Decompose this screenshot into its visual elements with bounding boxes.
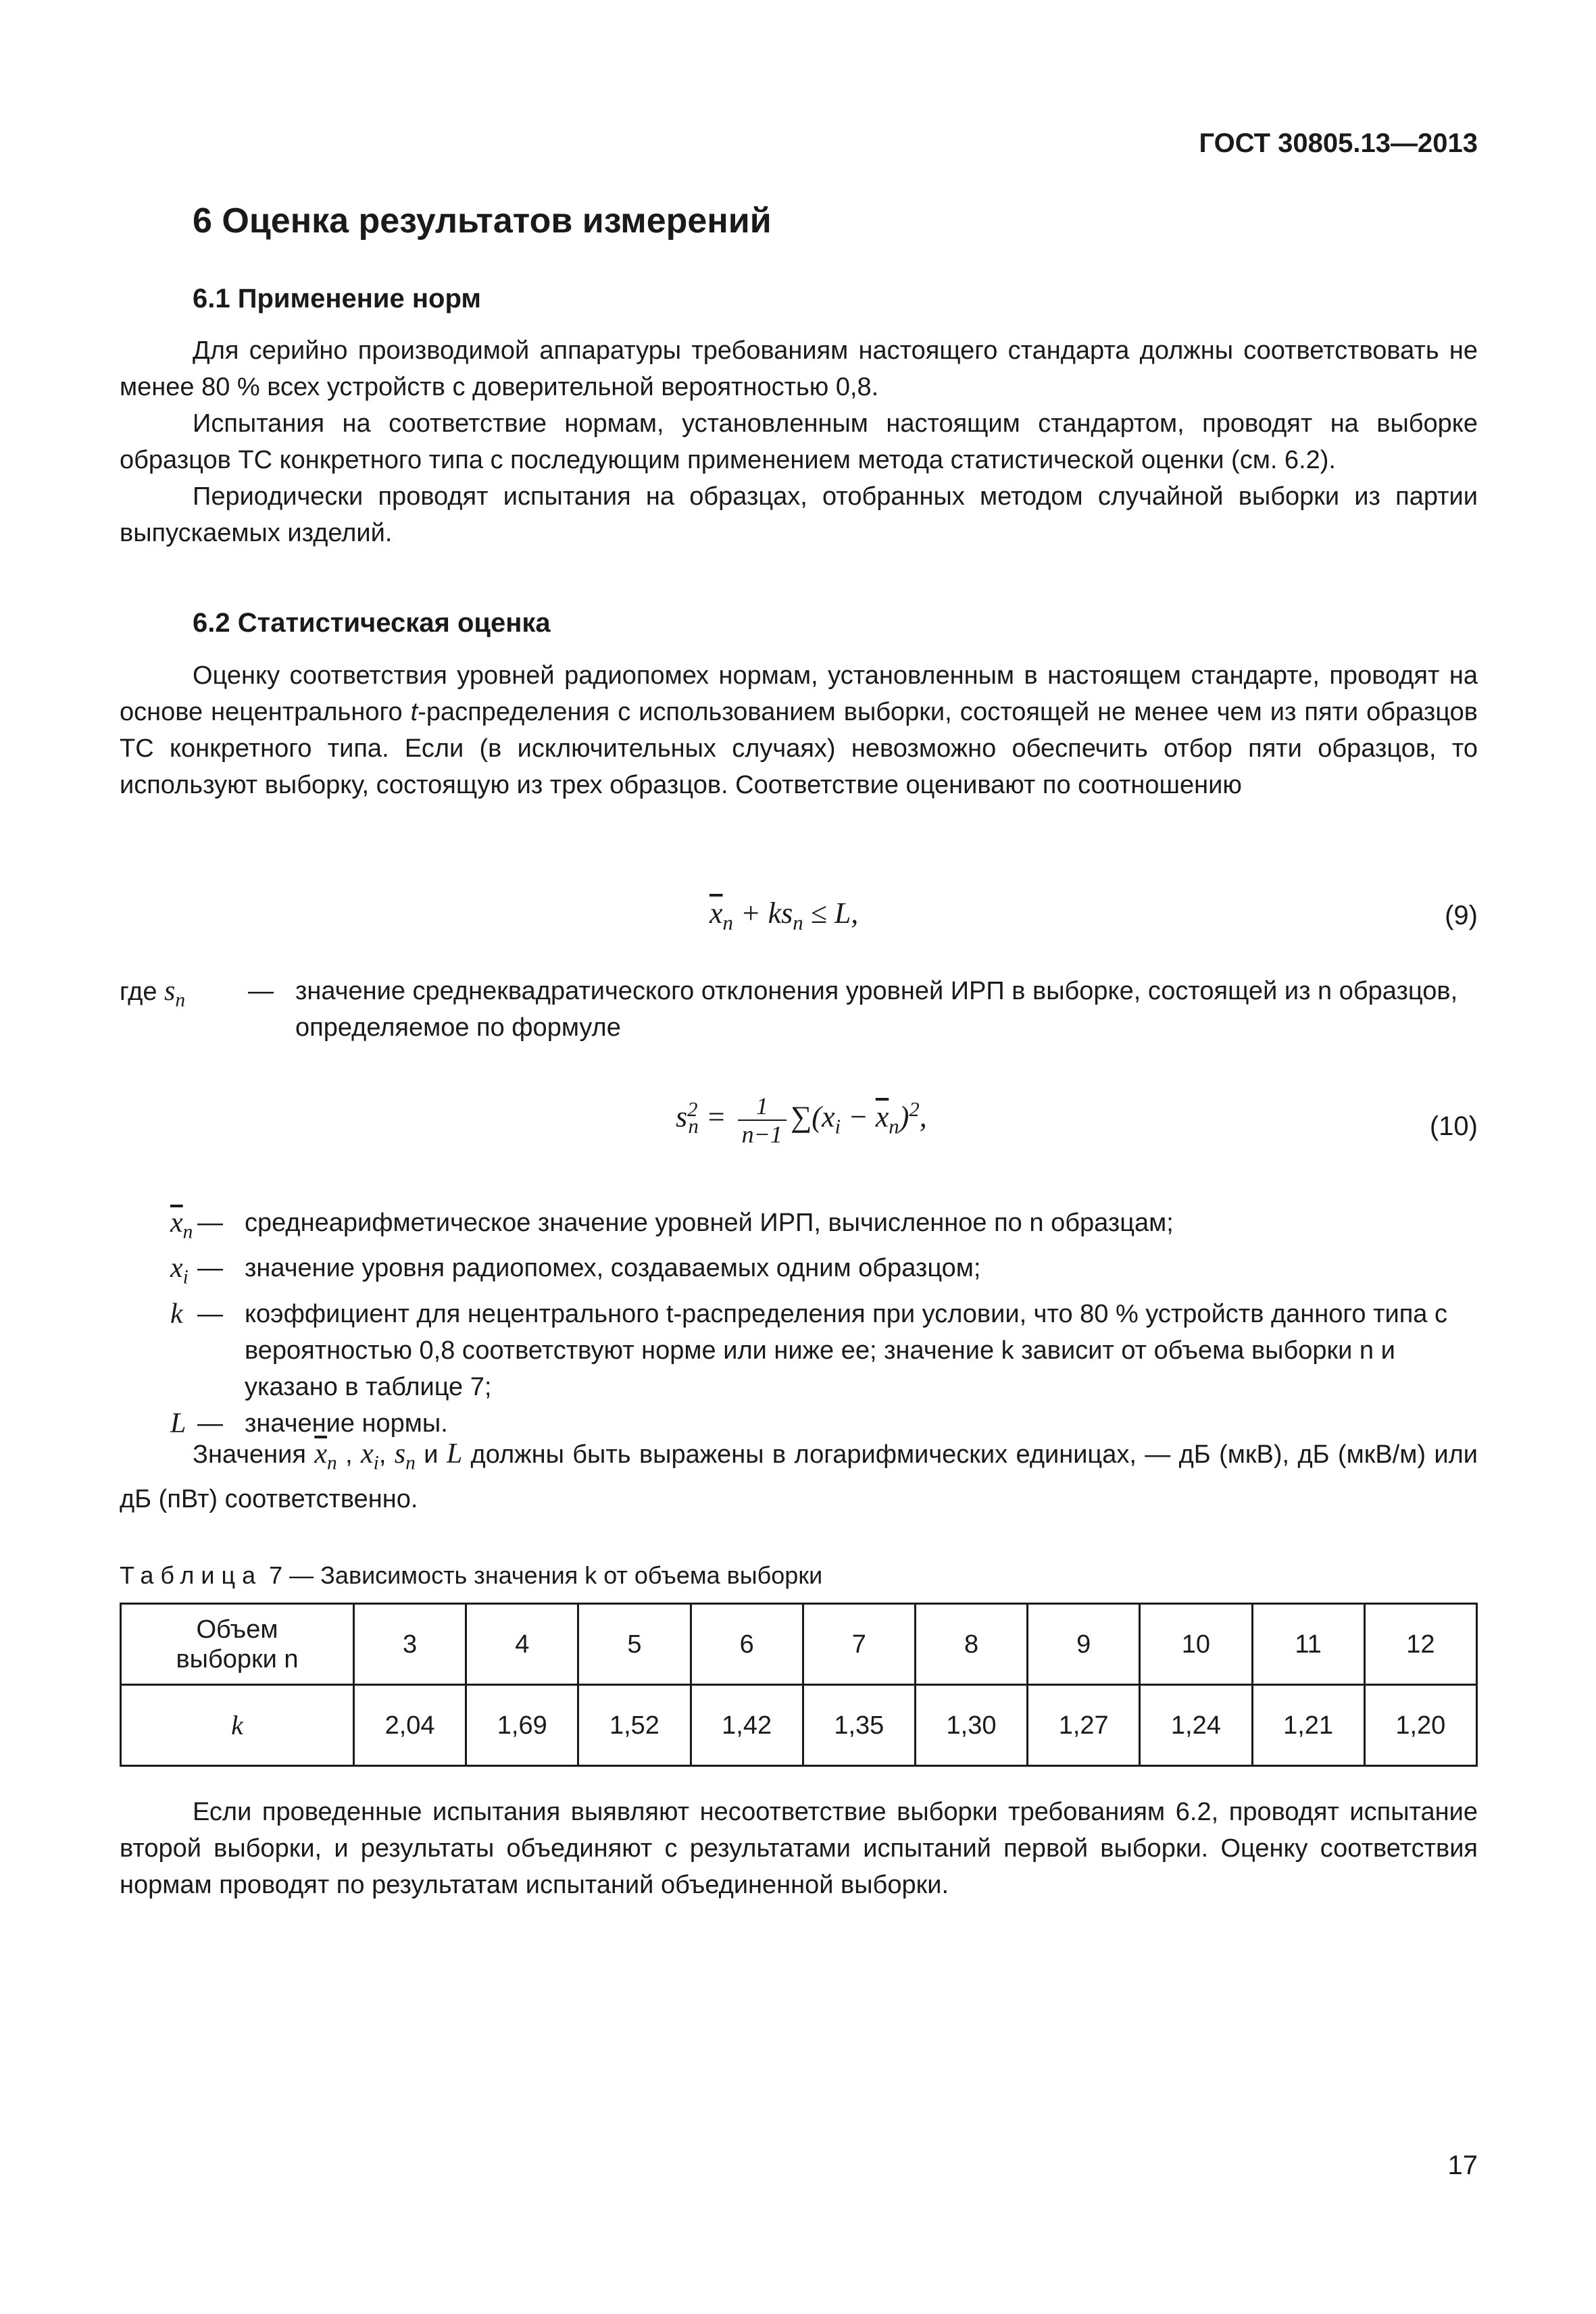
table-cell: 12: [1364, 1604, 1476, 1685]
table-cell: 6: [691, 1604, 803, 1685]
subsection-6-1-title: 6.1 Применение норм: [193, 284, 481, 313]
page-number: 17: [1447, 2150, 1478, 2180]
subsection-6-1-body: [120, 332, 1478, 551]
k-values-table: [120, 1603, 1478, 1767]
table-cell: 1,42: [691, 1685, 803, 1766]
table-cell: 1,21: [1252, 1685, 1364, 1766]
table-cell: 8: [915, 1604, 1027, 1685]
units-paragraph: Значения $\overline{x}_n$ , $x_i$, $s_n$ и L должны быть выражены в логарифмических единицах, — дБ (мкВ), дБ (мкВ/м) или дБ (пВт) соответственно.: [120, 1438, 1478, 1514]
definition-xn: $\overline{x}_n$ — среднеарифметическое значение уровней ИРП, вычисленное по n образцам;: [170, 1207, 1174, 1243]
table-row: [121, 1604, 1477, 1685]
paragraph: Оценку соответствия уровней радиопомех нормам, установленным в настоящем стандарте, проводят на основе нецентрального t-распределения с использованием выборки, состоящей не менее чем из пяти образцов ТС конкретного типа. Если (в исключительных случаях) невозможно обеспечить отбор пяти образцов, то используют выборку, состоящую из трех образцов. Соответствие оценивают по соотношению: [120, 661, 1478, 799]
definitions-list: [120, 1205, 1478, 1442]
subsection-6-2-body: [120, 657, 1478, 803]
table-cell: 1,69: [466, 1685, 578, 1766]
equation-9: $\overline{x}_n + ks_n \le L$,: [709, 897, 859, 934]
equation-10: $s^2_n$ = $\frac{1}{n-1}$ $\sum(x_i - \overline{x}_n)^2$,: [676, 1092, 927, 1148]
table-cell: 3: [354, 1604, 466, 1685]
paragraph: Для серийно производимой аппаратуры требованиям настоящего стандарта должны соответствовать не менее 80 % всех устройств с доверительной вероятностью 0,8.: [120, 336, 1478, 401]
equation-9-number: (9): [1445, 901, 1478, 930]
table-cell: 1,52: [578, 1685, 691, 1766]
table-cell: 2,04: [354, 1685, 466, 1766]
table-cell: 5: [578, 1604, 691, 1685]
definition-sn: где $s_n$ — значение среднеквадратического отклонения уровней ИРП в выборке, состоящей из n образцов, определяемое по формуле: [120, 976, 1458, 1042]
definition-xi: $x_i$ — значение уровня радиопомех, создаваемых одним образцом;: [170, 1253, 981, 1288]
definition-L: L — значение нормы.: [170, 1407, 448, 1439]
paragraph: Испытания на соответствие нормам, установленным настоящим стандартом, проводят на выборке образцов ТС конкретного типа с последующим применением метода статистической оценки (см. 6.2).: [120, 409, 1478, 474]
paragraph: Периодически проводят испытания на образцах, отобранных методом случайной выборки из партии выпускаемых изделий.: [120, 482, 1478, 547]
table-cell: 4: [466, 1604, 578, 1685]
final-paragraph: Если проведенные испытания выявляют несоответствие выборки требованиям 6.2, проводят испытание второй выборки, и результаты объединяют с результатами испытаний первой выборки. Оценку соответствия нормам проводят по результатам испытаний объединенной выборки.: [120, 1798, 1478, 1899]
table-cell: 11: [1252, 1604, 1364, 1685]
table-cell: 9: [1028, 1604, 1140, 1685]
table-cell: 10: [1140, 1604, 1252, 1685]
table-header-cell: k: [121, 1685, 354, 1766]
table-cell: 1,35: [803, 1685, 915, 1766]
subsection-6-2-title: 6.2 Статистическая оценка: [193, 608, 551, 638]
table-row: [121, 1685, 1477, 1766]
table-cell: 7: [803, 1604, 915, 1685]
table-cell: 1,20: [1364, 1685, 1476, 1766]
table-cell: 1,24: [1140, 1685, 1252, 1766]
definition-k: k — коэффициент для нецентрального t-распределения при условии, что 80 % устройств данного типа с вероятностью 0,8 соответствуют норме или ниже ее; значение k зависит от объема выборки n и указано в таблице 7;: [170, 1298, 1447, 1401]
table-cell: 1,30: [915, 1685, 1027, 1766]
equation-10-number: (10): [1429, 1111, 1478, 1141]
table-header-cell: Объем выборки n: [121, 1604, 354, 1685]
table-caption: Таблица 7 — Зависимость значения k от объема выборки: [120, 1561, 823, 1589]
document-header: ГОСТ 30805.13—2013: [1199, 128, 1478, 158]
table-cell: 1,27: [1028, 1685, 1140, 1766]
section-title: 6 Оценка результатов измерений: [193, 201, 772, 241]
